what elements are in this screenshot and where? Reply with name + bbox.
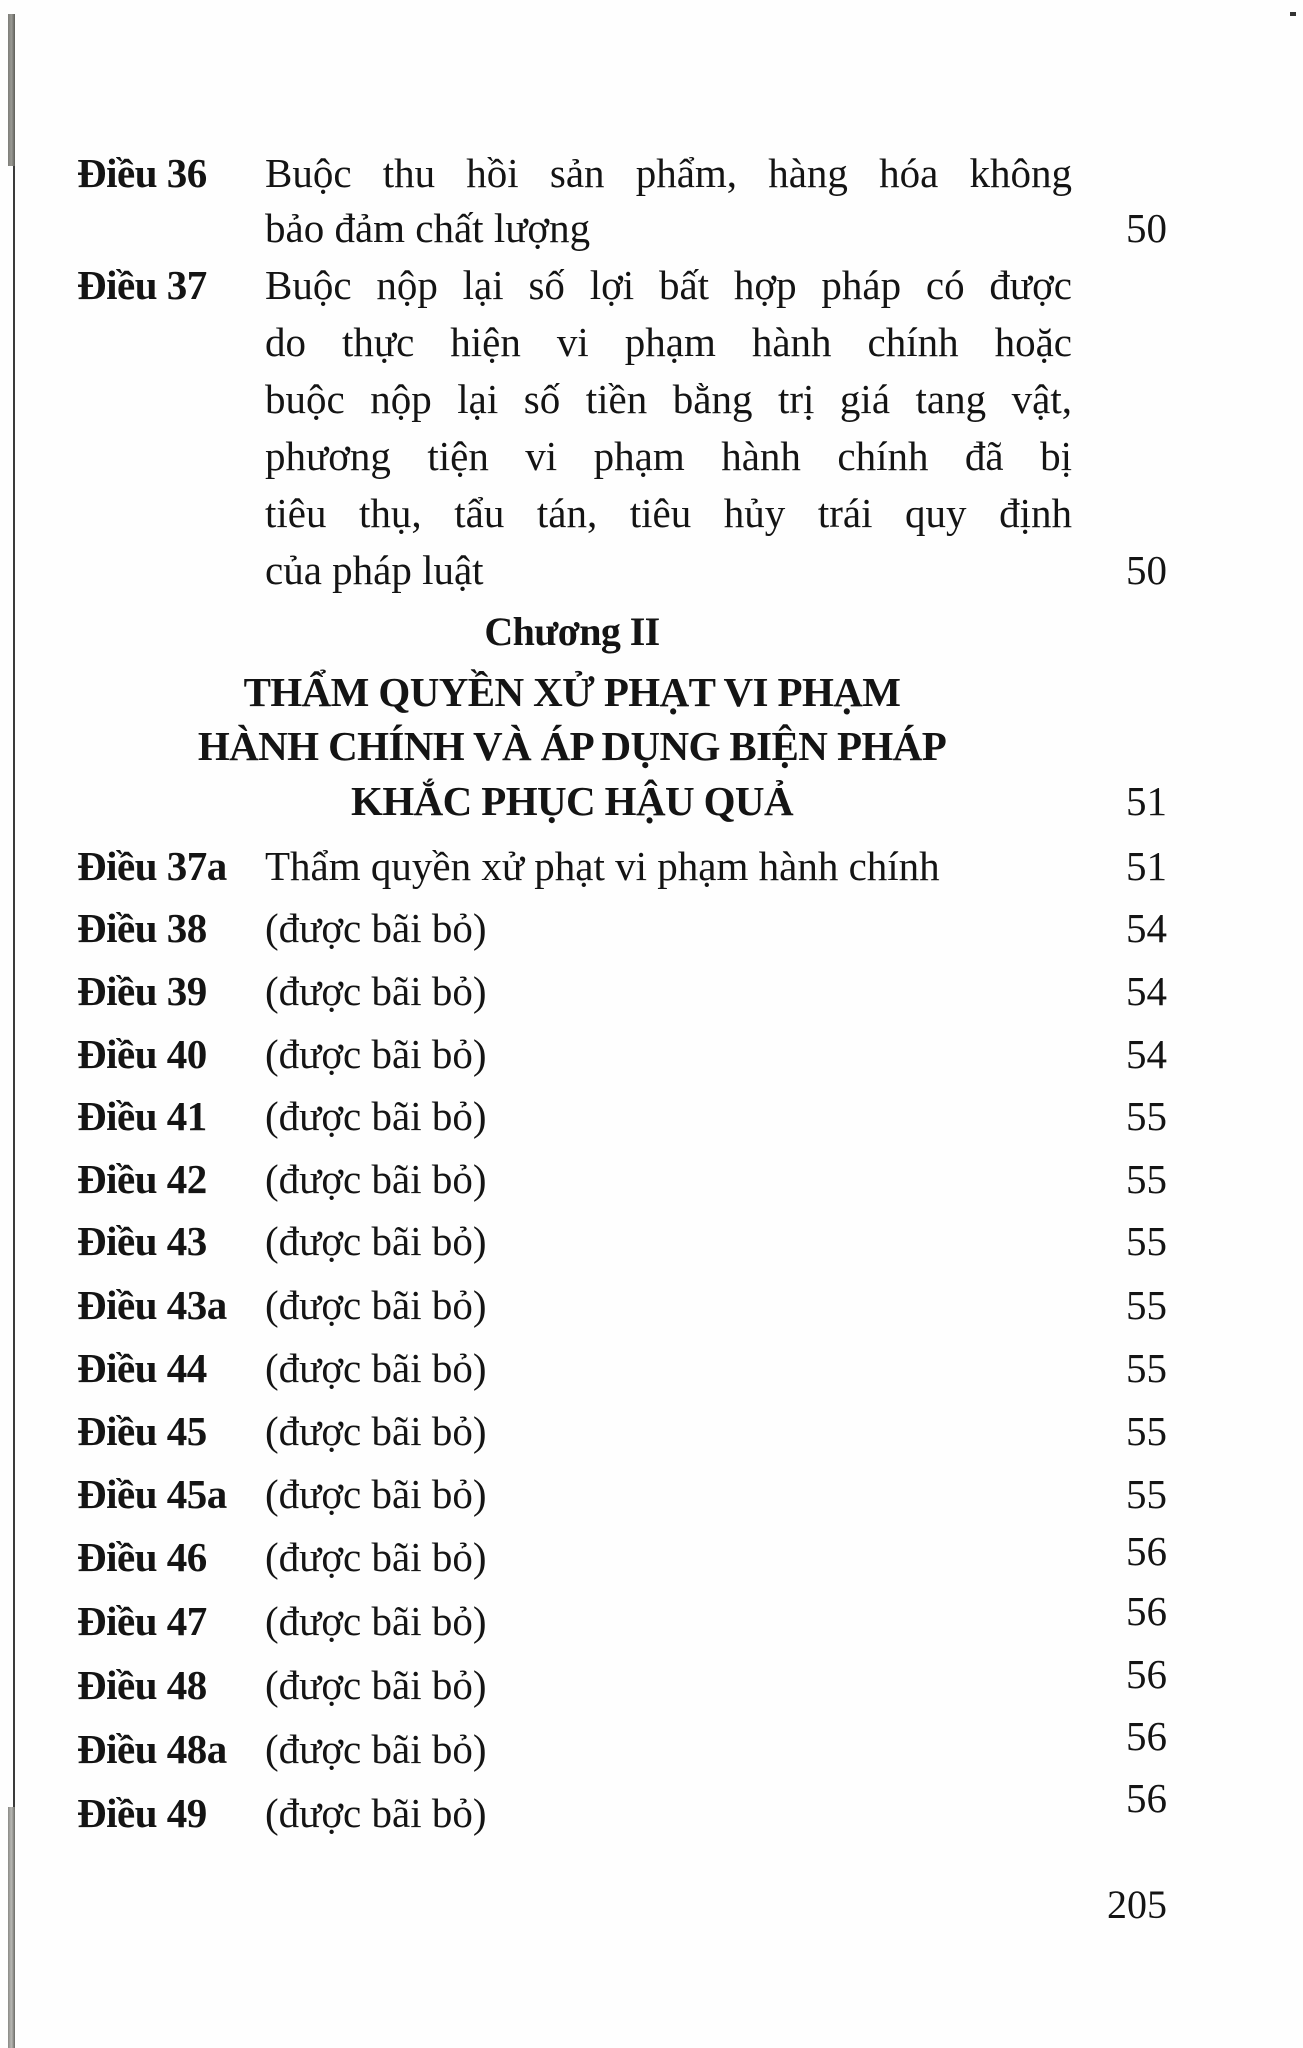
toc-entry-page: 54 [1126, 1031, 1167, 1077]
toc-entry-text: (được bãi bỏ) [265, 1218, 487, 1264]
toc-entry-label: Điều 42 [77, 1156, 207, 1202]
toc-entry-label: Điều 49 [77, 1790, 207, 1836]
toc-entry-text: Thẩm quyền xử phạt vi phạm hành chính [265, 843, 940, 889]
toc-entry-text: của pháp luật [265, 547, 484, 593]
toc-entry-page: 50 [1126, 205, 1167, 251]
toc-entry-page: 56 [1126, 1588, 1167, 1634]
binding-edge-shadow-top [8, 14, 15, 166]
toc-entry-page: 55 [1126, 1408, 1167, 1454]
toc-entry-page: 51 [1126, 843, 1167, 889]
toc-entry-label: Điều 43 [77, 1218, 207, 1264]
toc-entry-page: 54 [1126, 905, 1167, 951]
toc-entry-text: tiêu thụ, tẩu tán, tiêu hủy trái quy định [265, 490, 1072, 536]
toc-entry-text: (được bãi bỏ) [265, 968, 487, 1014]
toc-entry-label: Điều 45a [77, 1471, 227, 1517]
toc-entry-text: (được bãi bỏ) [265, 1790, 487, 1836]
toc-entry-text: bảo đảm chất lượng [265, 205, 591, 251]
toc-entry-text: buộc nộp lại số tiền bằng trị giá tang vật, [265, 376, 1072, 422]
toc-entry-page: 56 [1126, 1528, 1167, 1574]
toc-entry-text: (được bãi bỏ) [265, 1534, 487, 1580]
toc-entry-label: Điều 37 [77, 262, 207, 308]
toc-entry-text: phương tiện vi phạm hành chính đã bị [265, 433, 1072, 479]
toc-entry-page: 50 [1126, 547, 1167, 593]
toc-entry-label: Điều 48 [77, 1662, 207, 1708]
toc-entry-page: 56 [1126, 1775, 1167, 1821]
toc-entry-page: 55 [1126, 1345, 1167, 1391]
toc-entry-label: Điều 48a [77, 1726, 227, 1772]
chapter-heading-line: THẨM QUYỀN XỬ PHẠT VI PHẠM [243, 669, 901, 715]
toc-entry-page: 56 [1126, 1651, 1167, 1697]
toc-entry-label: Điều 45 [77, 1408, 207, 1454]
toc-entry-text: (được bãi bỏ) [265, 1408, 487, 1454]
toc-entry-label: Điều 43a [77, 1282, 227, 1328]
toc-entry-label: Điều 37a [77, 843, 227, 889]
toc-entry-label: Điều 41 [77, 1093, 207, 1139]
scan-mark [1290, 12, 1296, 16]
toc-entry-label: Điều 38 [77, 905, 207, 951]
toc-entry-text: (được bãi bỏ) [265, 1345, 487, 1391]
toc-entry-label: Điều 36 [77, 150, 207, 196]
chapter-heading-line: KHẮC PHỤC HẬU QUẢ [351, 778, 793, 824]
toc-entry-text: (được bãi bỏ) [265, 905, 487, 951]
toc-entry-page: 55 [1126, 1282, 1167, 1328]
toc-entry-text: (được bãi bỏ) [265, 1726, 487, 1772]
toc-entry-label: Điều 40 [77, 1031, 207, 1077]
chapter-heading-line: HÀNH CHÍNH VÀ ÁP DỤNG BIỆN PHÁP [197, 723, 947, 769]
toc-entry-text: do thực hiện vi phạm hành chính hoặc [265, 319, 1072, 365]
toc-entry-text: (được bãi bỏ) [265, 1031, 487, 1077]
toc-entry-text: Buộc nộp lại số lợi bất hợp pháp có được [265, 262, 1072, 308]
toc-entry-label: Điều 47 [77, 1598, 207, 1644]
toc-entry-label: Điều 44 [77, 1345, 207, 1391]
toc-entry-text: (được bãi bỏ) [265, 1662, 487, 1708]
toc-entry-page: 55 [1126, 1093, 1167, 1139]
chapter-title: Chương II [484, 609, 660, 654]
toc-entry-text: (được bãi bỏ) [265, 1598, 487, 1644]
chapter-page: 51 [1126, 778, 1167, 824]
toc-entry-text: (được bãi bỏ) [265, 1282, 487, 1328]
page-number: 205 [1107, 1882, 1167, 1927]
toc-entry-page: 55 [1126, 1156, 1167, 1202]
binding-edge-line [13, 14, 15, 2048]
toc-entry-page: 54 [1126, 968, 1167, 1014]
toc-entry-text: (được bãi bỏ) [265, 1471, 487, 1517]
toc-entry-text: (được bãi bỏ) [265, 1093, 487, 1139]
binding-edge-shadow-bottom [8, 1807, 15, 2048]
toc-entry-label: Điều 46 [77, 1534, 207, 1580]
toc-entry-page: 55 [1126, 1471, 1167, 1517]
toc-entry-page: 55 [1126, 1218, 1167, 1264]
toc-entry-text: Buộc thu hồi sản phẩm, hàng hóa không [265, 150, 1072, 196]
toc-entry-page: 56 [1126, 1713, 1167, 1759]
toc-entry-text: (được bãi bỏ) [265, 1156, 487, 1202]
toc-entry-label: Điều 39 [77, 968, 207, 1014]
